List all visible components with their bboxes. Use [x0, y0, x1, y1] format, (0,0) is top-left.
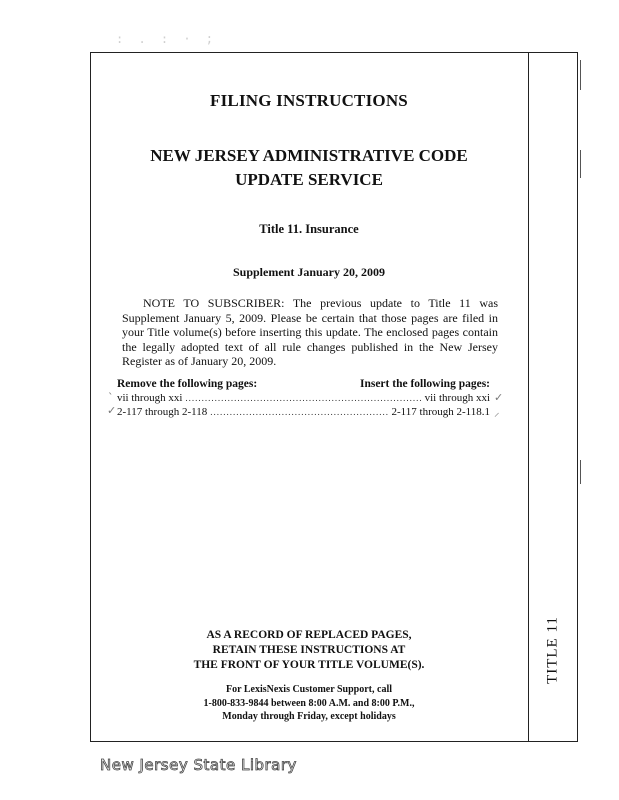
support-line: Monday through Friday, except holidays — [222, 711, 396, 722]
edge-mark — [580, 460, 581, 484]
edge-mark — [580, 60, 581, 90]
library-watermark: New Jersey State Library — [100, 756, 297, 774]
record-notice-line: RETAIN THESE INSTRUCTIONS AT — [212, 644, 406, 656]
filing-instructions-heading: FILING INSTRUCTIONS — [210, 91, 408, 110]
customer-support — [90, 683, 528, 724]
tab-divider — [528, 52, 529, 742]
insert-pages: 2-117 through 2-118.1 — [391, 406, 490, 418]
check-mark-icon: ✓ — [494, 391, 504, 404]
supplement-date: Supplement January 20, 2009 — [232, 265, 386, 279]
check-mark-icon: ⸝ — [494, 406, 500, 419]
leader-dots — [185, 391, 421, 405]
record-notice-line: AS A RECORD OF REPLACED PAGES, — [206, 629, 412, 641]
code-title-line: UPDATE SERVICE — [235, 170, 383, 189]
title-tab-label: TITLE 11 — [544, 616, 561, 684]
table-header — [117, 377, 490, 391]
title-subject: Title 11. Insurance — [259, 222, 359, 236]
table-row — [117, 405, 490, 419]
support-line: For LexisNexis Customer Support, call — [225, 684, 392, 695]
code-title-line: NEW JERSEY ADMINISTRATIVE CODE — [150, 146, 468, 165]
check-mark-icon: ˋ — [108, 391, 114, 404]
scan-artifact: : . : · ; — [116, 32, 218, 46]
record-notice — [90, 628, 528, 673]
record-notice-line: THE FRONT OF YOUR TITLE VOLUME(S). — [193, 659, 425, 671]
insert-header: Insert the following pages: — [359, 378, 490, 390]
code-title — [90, 144, 528, 192]
edge-mark — [580, 150, 581, 178]
check-mark-icon: ✓ — [107, 404, 117, 417]
leader-dots — [210, 405, 388, 419]
remove-pages: 2-117 through 2-118 — [117, 406, 208, 418]
subscriber-note: NOTE TO SUBSCRIBER: The previous update to Title 11 was Supplement January 5, 2009. Please be certain that those pages are filed in your Title volume(s) before inserting this update. The enclosed pages contain the legally adopted text of all rule changes published in the New Jersey Register as of January 20, 2009. — [122, 296, 498, 368]
remove-pages: vii through xxi — [117, 392, 183, 404]
insert-pages: vii through xxi — [424, 392, 490, 404]
support-line: 1-800-833-9844 between 8:00 A.M. and 8:00 P.M., — [203, 697, 415, 709]
remove-header: Remove the following pages: — [117, 378, 258, 390]
table-row — [117, 391, 490, 405]
page-replacement-table — [117, 377, 490, 419]
